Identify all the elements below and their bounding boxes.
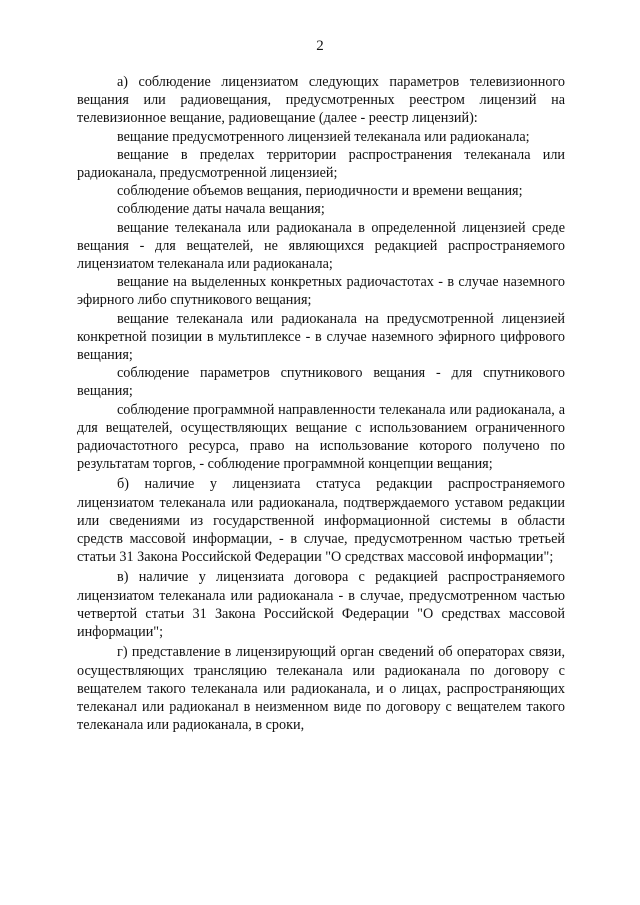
list-item: соблюдение даты начала вещания; [117,201,325,218]
paragraph-g: г) представление в лицензирующий орган сведений об операторах связи, осуществляющих трансляцию телеканала или радиоканала по договору с вещателем такого телеканала или радиоканала, и о лицах, распространяющих телеканал или радиоканал в неизменном виде по договору с вещателем такого телеканала или радиоканала, в сроки, [77,644,565,734]
list-item: вещание телеканала или радиоканала в определенной лицензией среде вещания - для вещателей, не являющихся редакцией распространяемого лицензиатом телеканала или радиоканала; [77,219,565,273]
paragraph-b: б) наличие у лицензиата статуса редакции распространяемого лицензиатом телеканала или радиоканала, подтверждаемого уставом редакции или сведениями из государственной информационной системы в области средств массовой информации, - в случае, предусмотренном частью третьей статьи 31 Закона Российской Федерации "О средствах массовой информации"; [77,476,565,566]
document-body [77,73,565,734]
list-item: соблюдение программной направленности телеканала или радиоканала, а для вещателей, осуществляющих вещание с использованием ограниченного радиочастотного ресурса, право на использование которого получено по результатам торгов, - соблюдение программной концепции вещания; [77,401,565,473]
list-item: вещание на выделенных конкретных радиочастотах - в случае наземного эфирного либо спутникового вещания; [77,274,565,309]
page-number: 2 [316,38,324,54]
paragraph-v: в) наличие у лицензиата договора с редакцией распространяемого лицензиатом телеканала или радиоканала - в случае, предусмотренном частью четвертой статьи 31 Закона Российской Федерации "О средствах массовой информации"; [77,569,565,641]
list-item: соблюдение параметров спутникового вещания - для спутникового вещания; [77,365,565,400]
paragraph-a: а) соблюдение лицензиатом следующих параметров телевизионного вещания или радиовещания, предусмотренных реестром лицензий на телевизионное вещание, радиовещание (далее - реестр лицензий): [77,74,565,127]
list-item: вещание в пределах территории распространения телеканала или радиоканала, предусмотренной лицензией; [77,146,565,182]
list-item: соблюдение объемов вещания, периодичности и времени вещания; [117,183,523,200]
list-item: вещание телеканала или радиоканала на предусмотренной лицензией конкретной позиции в мультиплексе - в случае наземного эфирного цифрового вещания; [77,310,565,364]
list-item: вещание предусмотренного лицензией телеканала или радиоканала; [117,128,530,145]
